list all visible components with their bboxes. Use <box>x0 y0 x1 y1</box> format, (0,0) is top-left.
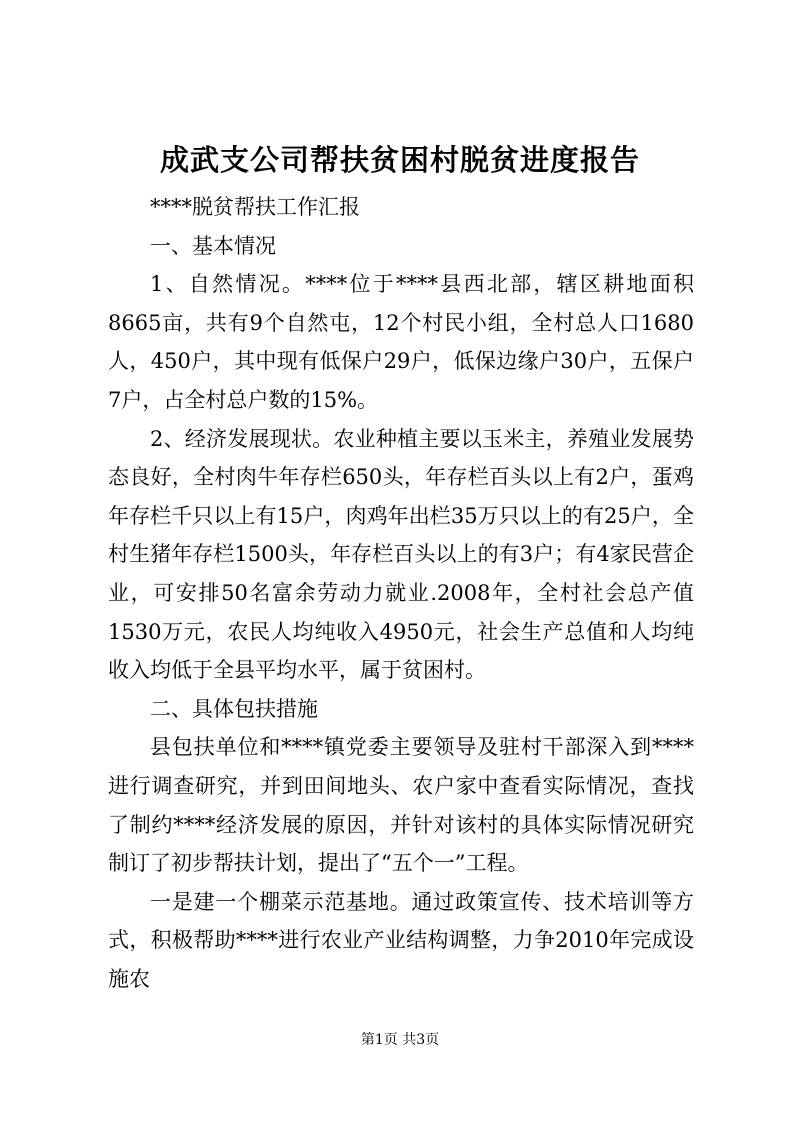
document-body <box>108 188 694 998</box>
paragraph-economic-status: 2、经济发展现状。农业种植主要以玉米主，养殖业发展势态良好，全村肉牛年存栏650头，年存栏百头以上有2户，蛋鸡年存栏千只以上有15户，肉鸡年出栏35万只以上的有25户，全村生猪年存栏1500头，年存栏百头以上的有3户；有4家民营企业，可安排50名富余劳动力就业.2008年，全村社会总产值1530万元，农民人均纯收入4950元，社会生产总值和人均纯收入均低于全县平均水平，属于贫困村。 <box>108 426 694 683</box>
section-heading-measures: 二、具体包扶措施 <box>150 696 318 721</box>
paragraph-investigation: 县包扶单位和****镇党委主要领导及驻村干部深入到****进行调查研究，并到田间地头、农户家中查看实际情况，查找了制约****经济发展的原因，并针对该村的具体实际情况研究制订了初步帮扶计划，提出了“五个一”工程。 <box>108 735 694 876</box>
page-number-footer: 第1页 共3页 <box>360 1032 440 1048</box>
paragraph-natural-conditions: 1、自然情况。****位于****县西北部，辖区耕地面积8665亩，共有9个自然屯，12个村民小组，全村总人口1680人，450户，其中现有低保户29户，低保边缘户30户，五保户7户，占全村总户数的15%。 <box>108 272 694 412</box>
section-heading-basic-info: 一、基本情况 <box>150 233 276 258</box>
document-title: 成武支公司帮扶贫困村脱贫进度报告 <box>159 143 640 177</box>
paragraph-vegetable-base: 一是建一个棚菜示范基地。通过政策宣传、技术培训等方式，积极帮助****进行农业产业结构调整，力争2010年完成设施农 <box>108 889 694 991</box>
paragraph-subtitle: ****脱贫帮扶工作汇报 <box>150 195 360 219</box>
